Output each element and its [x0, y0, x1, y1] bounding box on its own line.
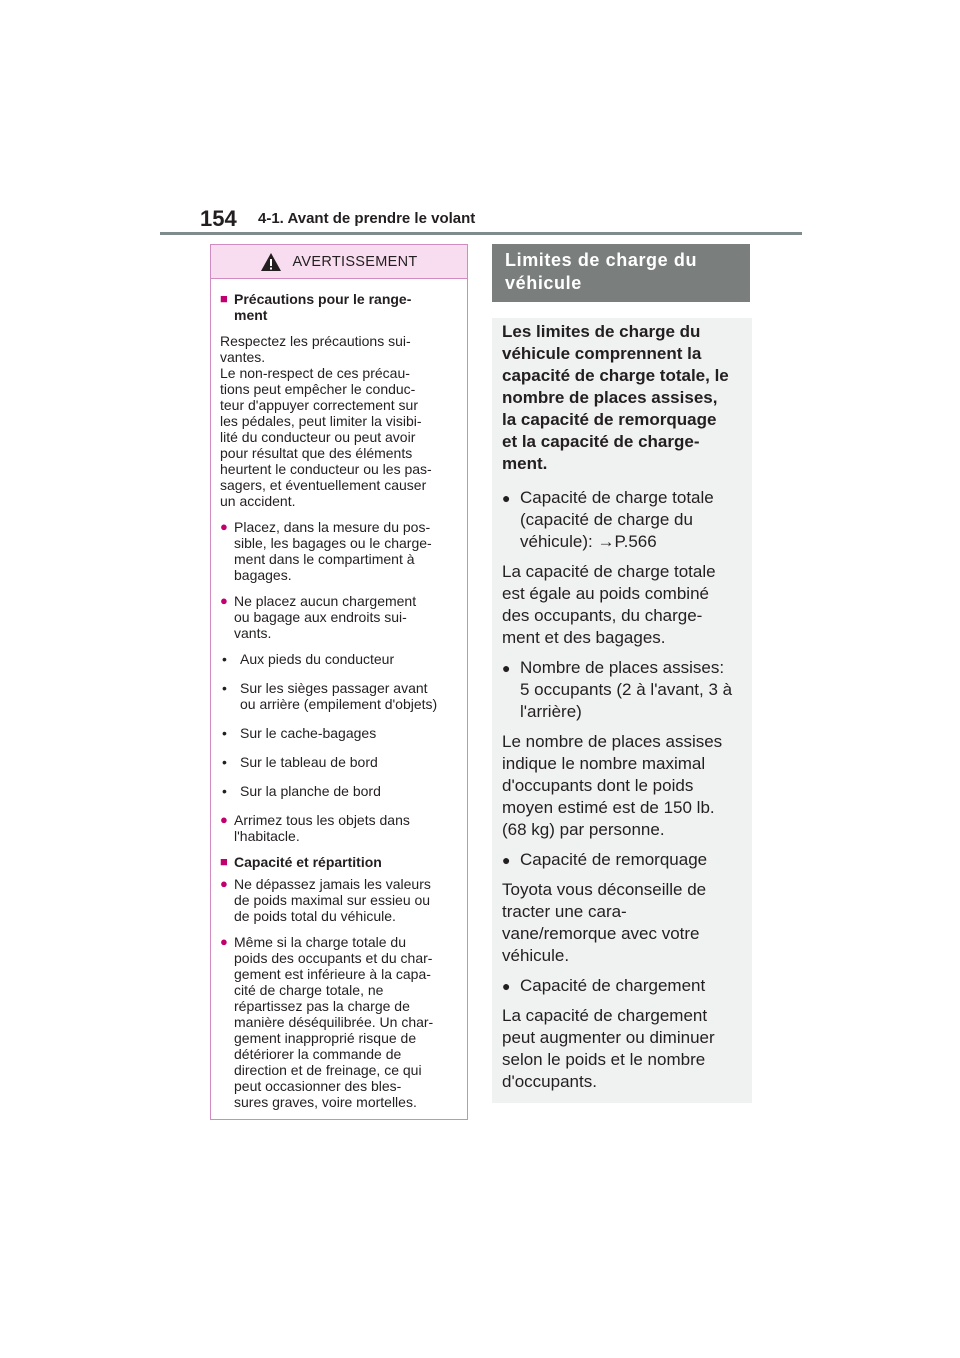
warning-triangle-icon — [260, 252, 282, 272]
warning-sub-item-text: Sur la planche de bord — [240, 783, 381, 799]
warning-point-text: Même si la charge totale du poids des occupants et du char- gement est inférieure à la capa- cité de charge totale, ne répartissez pas la charge de manière déséquilibrée. Un char- gement inapproprié risque de détériorer la commande de direction et de freinage, ce qui peut occasionner des bles- sures graves, voire mortelles. — [234, 934, 434, 1110]
info-item — [502, 657, 742, 723]
warning-sub-item: • Sur les sièges passager avant ou arrière (empilement d'objets) — [222, 680, 438, 712]
warning-header — [211, 245, 467, 279]
warning-sub-item: • Sur la planche de bord — [222, 783, 381, 799]
diamond-bullet-icon: ● — [502, 490, 511, 506]
info-paragraph: La capacité de charge totale est égale au poids combiné des occupants, du charge- ment et des bagages. — [502, 562, 716, 647]
chapter-title: 4-1. Avant de prendre le volant — [258, 210, 476, 227]
diamond-bullet-icon: ● — [502, 852, 511, 868]
warning-sub-item: • Sur le tableau de bord — [222, 754, 378, 770]
warning-sub-item: • Sur le cache-bagages — [222, 725, 377, 741]
info-paragraph: Le nombre de places assises indique le nombre maximal d'occupants dont le poids moyen estimé est de 150 lb. (68 kg) par personne. — [502, 732, 723, 839]
warning-heading-text: Précautions pour le range- ment — [234, 291, 412, 323]
section-title: Limites de charge du véhicule — [492, 244, 750, 302]
warning-point — [220, 934, 459, 1110]
warning-point — [220, 593, 459, 641]
warning-box — [210, 244, 468, 1120]
warning-title: AVERTISSEMENT — [292, 253, 418, 270]
warning-heading-text: Capacité et répartition — [234, 854, 382, 870]
info-paragraph: La capacité de chargement peut augmenter ou diminuer selon le poids et le nombre d'occupants. — [502, 1006, 715, 1091]
square-bullet-icon: ■ — [220, 291, 228, 306]
square-bullet-icon: ■ — [220, 854, 228, 869]
warning-heading-storage — [220, 291, 459, 323]
warning-point-text: Arrimez tous les objets dans l'habitacle. — [234, 812, 410, 844]
warning-body — [211, 279, 467, 1110]
info-item — [502, 975, 742, 997]
diamond-bullet-icon: ● — [502, 978, 511, 994]
dot-bullet-icon: ● — [220, 519, 228, 534]
info-item-text: Capacité de charge totale (capacité de charge du véhicule): →P.566 — [520, 488, 714, 551]
info-paragraph: Toyota vous déconseille de tracter une cara- vane/remorque avec votre véhicule. — [502, 880, 707, 965]
info-item-text: Nombre de places assises: 5 occupants (2 à l'avant, 3 à l'arrière) — [520, 658, 733, 721]
info-box — [492, 318, 752, 1103]
info-item-text: Capacité de chargement — [520, 976, 706, 995]
dot-bullet-icon: ● — [220, 593, 228, 608]
warning-sub-item-text: Aux pieds du conducteur — [240, 651, 395, 667]
warning-point-text: Ne dépassez jamais les valeurs de poids maximal sur essieu ou de poids total du véhicule. — [234, 876, 431, 924]
warning-point — [220, 812, 459, 844]
info-item-text: Capacité de remorquage — [520, 850, 708, 869]
warning-sub-item: • Aux pieds du conducteur — [222, 651, 395, 667]
info-intro: Les limites de charge du véhicule comprennent la capacité de charge totale, le nombre de places assises, la capacité de remorquage et la capacité de charge- ment. — [502, 322, 729, 473]
warning-heading-capacity — [220, 854, 459, 870]
dot-bullet-icon: ● — [220, 876, 228, 891]
warning-sub-item-text: Sur les sièges passager avant ou arrière (empilement d'objets) — [240, 680, 438, 712]
info-item — [502, 849, 742, 871]
warning-point — [220, 519, 459, 583]
warning-sub-item-text: Sur le tableau de bord — [240, 754, 378, 770]
warning-paragraph: Respectez les précautions sui- vantes. Le non-respect de ces précau- tions peut empêcher le conduc- teur d'appuyer correctement sur les pédales, peut limiter la visibi- lité du conducteur ou peut avoir pour résultat que des éléments heurtent le conducteur ou les pas- sagers, et éventuellement causer un accident. — [220, 333, 432, 509]
page-number: 154 — [200, 206, 237, 231]
diamond-bullet-icon: ● — [502, 660, 511, 676]
dot-bullet-icon: ● — [220, 934, 228, 949]
warning-sub-item-text: Sur le cache-bagages — [240, 725, 377, 741]
info-item — [502, 487, 742, 553]
warning-point-text: Placez, dans la mesure du pos- sible, les bagages ou le charge- ment dans le compartiment à bagages. — [234, 519, 432, 583]
dot-bullet-icon: ● — [220, 812, 228, 827]
header-divider — [160, 232, 802, 235]
warning-point — [220, 876, 459, 924]
warning-point-text: Ne placez aucun chargement ou bagage aux endroits sui- vants. — [234, 593, 417, 641]
right-column — [492, 244, 752, 1103]
